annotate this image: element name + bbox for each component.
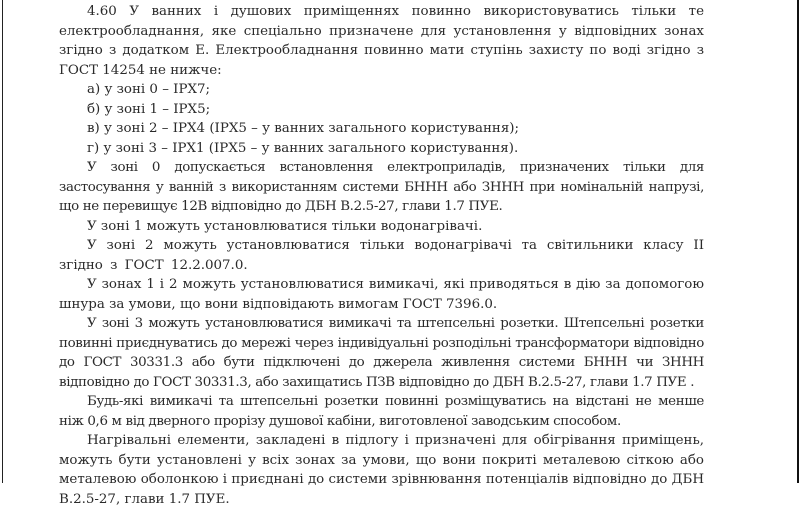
paragraph-zone-1: У зоні 1 можуть установлюватися тільки водонагрівачі. bbox=[87, 218, 483, 234]
page-border-right bbox=[797, 0, 799, 483]
paragraph-4-60-intro: 4.60 У ванних і душових приміщеннях повинно використовуватись тільки те електрообладнання, яке спеціально призначене для установлення у відповідних зонах згідно з додатком Е. Електрообладнання повинно мати ступінь захисту по воді згідно з ГОСТ 14254 не нижче: bbox=[59, 4, 704, 78]
document-body bbox=[59, 2, 704, 509]
paragraph-zone-0: У зоні 0 допускається встановлення електроприладів, призначених тільки для застосування у ванній з використанням системи БННН або ЗННН при номінальній напрузі, що не перевищує 12В відповідно до ДБН В.2.5-27, глави 1.7 ПУЕ. bbox=[59, 160, 704, 214]
list-item-zone-1: б) у зоні 1 – IPX5; bbox=[87, 101, 211, 117]
list-item-zone-3: г) у зоні 3 – IPX1 (IPX5 – у ванних загального користування). bbox=[87, 140, 519, 156]
list-item-zone-2: в) у зоні 2 – IPX4 (IPX5 – у ванних загального користування); bbox=[87, 121, 520, 136]
paragraph-zone-2: У зоні 2 можуть установлюватися тільки водонагрівачі та світильники класу II згідно з ГОСТ 12.2.007.0. bbox=[59, 238, 704, 273]
list-item-zone-0: а) у зоні 0 – IPX7; bbox=[87, 82, 211, 97]
paragraph-zones-1-2: У зонах 1 і 2 можуть установлюватися вимикачі, які приводяться в дію за допомогою шнура за умови, що вони відповідають вимогам ГОСТ 7396.0. bbox=[59, 277, 704, 312]
paragraph-zone-3: У зоні 3 можуть установлюватися вимикачі та штепсельні розетки. Штепсельні розетки повинні приєднуватись до мережі через індивідуальні розподільні трансформатори відповідно до ГОСТ 30331.3 або бути підключені до джерела живлення системи БННН чи ЗННН відповідно до ГОСТ 30331.3, або захищатись ПЗВ відповідно до ДБН В.2.5-27, глави 1.7 ПУЕ . bbox=[59, 316, 704, 390]
paragraph-heating-elements: Нагрівальні елементи, закладені в підлогу і призначені для обігрівання приміщень, можуть бути установлені у всіх зонах за умови, що вони покриті металевою сіткою або металевою оболонкою і приєднані до системи зрівнювання потенціалів відповідно до ДБН В.2.5-27, глави 1.7 ПУЕ. bbox=[59, 433, 704, 507]
page-border-left bbox=[2, 0, 3, 483]
paragraph-switches-distance: Будь-які вимикачі та штепсельні розетки повинні розміщуватись на відстані не менше ніж 0,6 м від дверного прорізу душової кабіни, виготовленої заводським способом. bbox=[59, 394, 704, 429]
